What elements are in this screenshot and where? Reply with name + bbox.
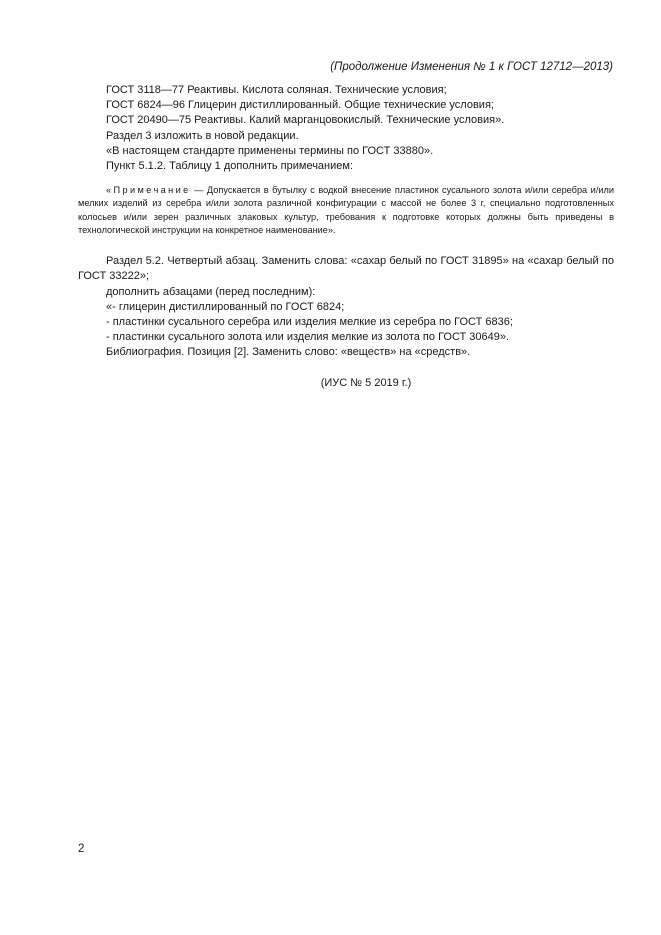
text-line: Раздел 3 изложить в новой редакции. [106,129,299,142]
note-text: — Допускается в бутылку с водкой внесение пластинок сусального золота и/или серебра и/или мелких изделий из серебра и/или золота различной конфигурации с массой не более 3 г, специально подготовленных колосьев и/или зерен различных злаковых культур, требования к подготовке которых должны быть приведены в технологической инструкции на конкретное наименование». [78,185,614,235]
table-note [78,184,614,237]
text-line: дополнить абзацами (перед последним): [106,285,316,298]
text-line: Пункт 5.1.2. Таблицу 1 дополнить примечанием: [106,160,354,173]
text-line: ГОСТ 20490—75 Реактивы. Калий марганцовокислый. Технические условия». [106,114,505,127]
continuation-header: (Продолжение Изменения № 1 к ГОСТ 12712—2013) [330,61,613,73]
ius-reference: (ИУС № 5 2019 г.) [320,376,412,389]
text-line: - пластинки сусального серебра или изделия мелкие из серебра по ГОСТ 6836; [106,316,513,329]
text-line: «В настоящем стандарте применены термины по ГОСТ 33880». [106,144,434,157]
text-line: - пластинки сусального золота или изделия мелкие из золота по ГОСТ 30649». [106,331,510,344]
text-line: Библиография. Позиция [2]. Заменить слово: «веществ» на «средств». [106,346,471,359]
document-body [78,83,614,391]
text-line: ГОСТ 6824—96 Глицерин дистиллированный. Общие технические условия; [106,99,494,112]
page-number: 2 [78,843,85,855]
text-line: ГОСТ 3118—77 Реактивы. Кислота соляная. Технические условия; [106,84,447,96]
section-5-2-paragraph: Раздел 5.2. Четвертый абзац. Заменить слова: «сахар белый по ГОСТ 31895» на «сахар белый по ГОСТ 33222»; [78,255,614,283]
text-line: «- глицерин дистиллированный по ГОСТ 6824; [106,300,345,313]
note-label: «Примечание [106,185,191,196]
